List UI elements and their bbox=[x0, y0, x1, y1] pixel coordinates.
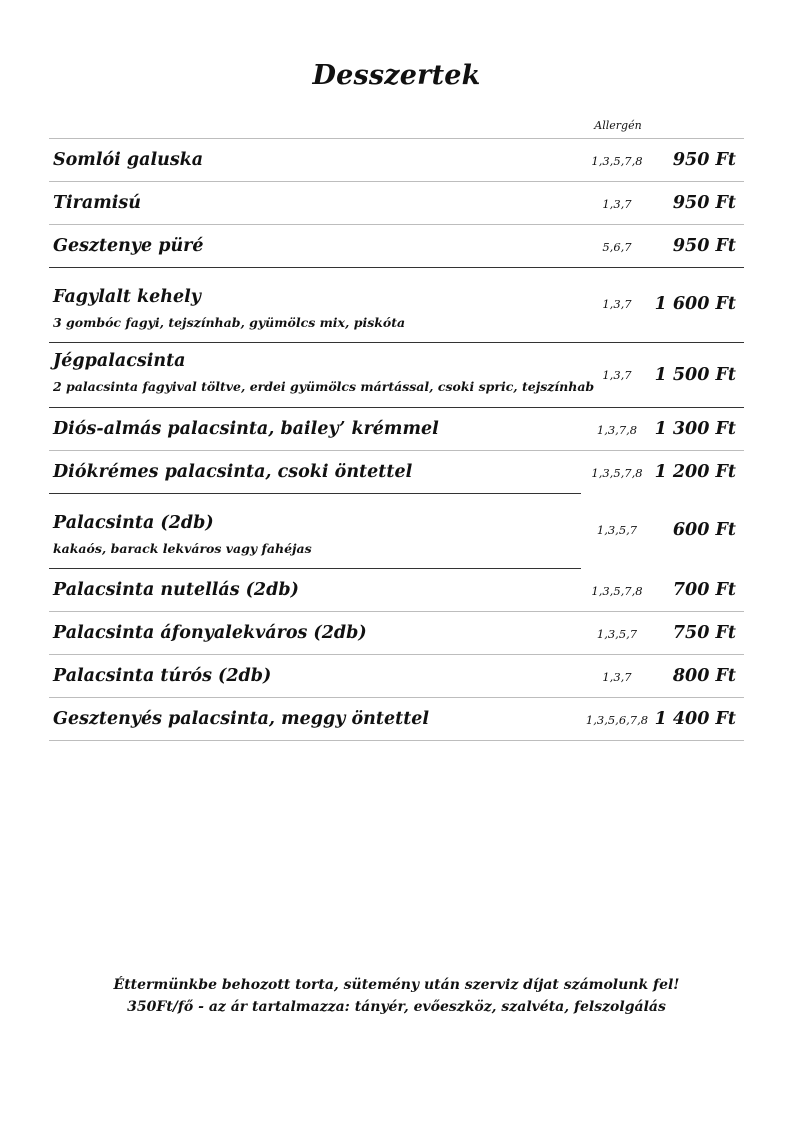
item-allergens: 1,3,7 bbox=[602, 670, 632, 684]
item-price: 600 Ft bbox=[672, 520, 736, 540]
item-price: 950 Ft bbox=[672, 150, 736, 170]
menu-item bbox=[49, 182, 744, 225]
item-description: 2 palacsinta fagyival töltve, erdei gyümölcs mártással, csoki spric, tejszínhab bbox=[53, 379, 595, 394]
menu-item bbox=[49, 451, 744, 494]
item-allergens: 1,3,5,7,8 bbox=[591, 466, 643, 480]
item-allergens: 1,3,7 bbox=[602, 368, 632, 382]
item-price: 950 Ft bbox=[672, 236, 736, 256]
item-price: 1 600 Ft bbox=[654, 294, 736, 314]
item-name: Palacsinta (2db) bbox=[53, 513, 214, 533]
item-allergens: 1,3,5,7 bbox=[596, 523, 638, 537]
item-name: Palacsinta túrós (2db) bbox=[53, 666, 272, 686]
menu-item bbox=[49, 494, 744, 569]
dessert-menu-list bbox=[49, 138, 744, 741]
menu-item bbox=[49, 612, 744, 655]
item-allergens: 1,3,7 bbox=[602, 197, 632, 211]
item-name: Somlói galuska bbox=[53, 150, 204, 170]
item-price: 700 Ft bbox=[672, 580, 736, 600]
item-name: Fagylalt kehely bbox=[53, 287, 201, 307]
menu-item bbox=[49, 655, 744, 698]
item-name: Tiramisú bbox=[53, 193, 141, 213]
item-name: Diós-almás palacsinta, bailey’ krémmel bbox=[53, 419, 439, 439]
item-price: 750 Ft bbox=[672, 623, 736, 643]
menu-item bbox=[49, 139, 744, 182]
item-price: 950 Ft bbox=[672, 193, 736, 213]
item-name: Palacsinta nutellás (2db) bbox=[53, 580, 299, 600]
item-allergens: 5,6,7 bbox=[602, 240, 632, 254]
menu-item bbox=[49, 408, 744, 451]
menu-item bbox=[49, 343, 744, 408]
menu-item bbox=[49, 225, 744, 268]
item-name: Palacsinta áfonyalekváros (2db) bbox=[53, 623, 367, 643]
menu-item bbox=[49, 569, 744, 612]
item-allergens: 1,3,7,8 bbox=[596, 423, 638, 437]
menu-item bbox=[49, 698, 744, 741]
item-description: 3 gombóc fagyi, tejszínhab, gyümölcs mix, piskóta bbox=[53, 315, 406, 330]
item-name: Jégpalacsinta bbox=[53, 351, 186, 371]
item-allergens: 1,3,5,7,8 bbox=[591, 584, 643, 598]
item-allergens: 1,3,5,7,8 bbox=[591, 154, 643, 168]
item-price: 1 200 Ft bbox=[654, 462, 736, 482]
item-price: 1 400 Ft bbox=[654, 709, 736, 729]
item-allergens: 1,3,5,7 bbox=[596, 627, 638, 641]
menu-item bbox=[49, 268, 744, 343]
item-name: Gesztenyés palacsinta, meggy öntettel bbox=[53, 709, 430, 729]
item-name: Diókrémes palacsinta, csoki öntettel bbox=[53, 462, 413, 482]
item-name: Gesztenye püré bbox=[53, 236, 204, 256]
item-allergens: 1,3,5,6,7,8 bbox=[585, 713, 649, 727]
item-allergens: 1,3,7 bbox=[602, 297, 632, 311]
page-title: Desszertek bbox=[312, 60, 481, 91]
allergen-column-header: Allergén bbox=[594, 119, 642, 132]
footer-note-line-1: Éttermünkbe behozott torta, sütemény után szerviz díjat számolunk fel! bbox=[113, 977, 680, 993]
footer-note-line-2: 350Ft/fő - az ár tartalmazza: tányér, evőeszköz, szalvéta, felszolgálás bbox=[127, 999, 666, 1015]
item-price: 1 300 Ft bbox=[654, 419, 736, 439]
item-description: kakaós, barack lekváros vagy fahéjas bbox=[53, 541, 312, 556]
item-price: 1 500 Ft bbox=[654, 365, 736, 385]
item-price: 800 Ft bbox=[672, 666, 736, 686]
